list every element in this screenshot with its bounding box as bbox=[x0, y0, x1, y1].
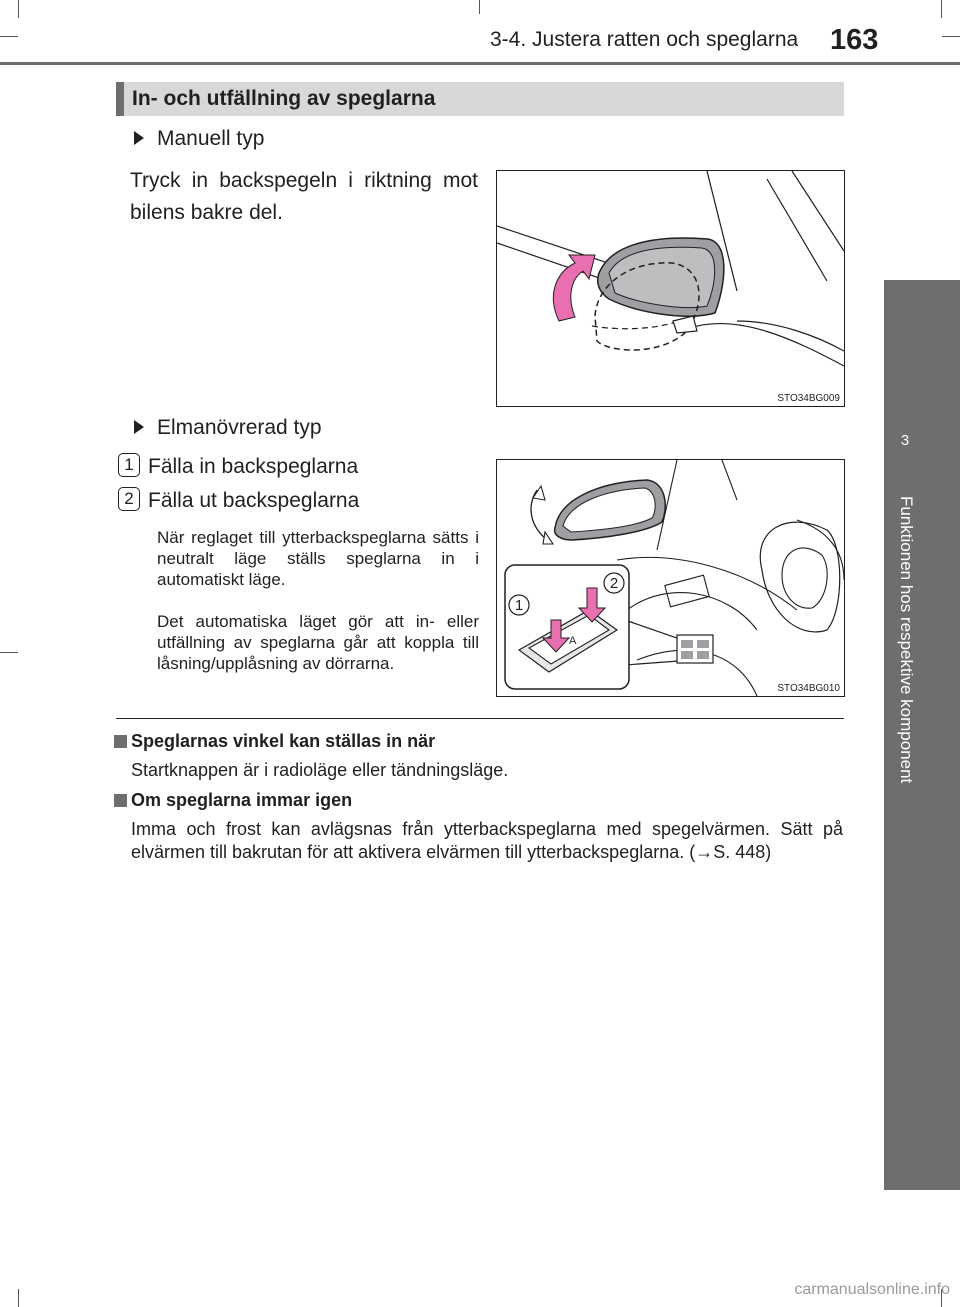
figure-callout-2: 2 bbox=[609, 575, 619, 592]
fold-out-label: Fälla ut backspeglarna bbox=[148, 489, 360, 512]
figure-code: STO34BG009 bbox=[777, 393, 840, 404]
bullet-triangle-icon bbox=[134, 420, 144, 434]
crop-mark bbox=[0, 36, 18, 37]
crop-mark bbox=[18, 1289, 19, 1307]
chapter-title-text: Funktionen hos respektive komponent bbox=[897, 496, 916, 784]
crop-mark bbox=[0, 652, 18, 653]
switch-label-a: A bbox=[569, 635, 577, 647]
fold-in-label: Fälla in backspeglarna bbox=[148, 455, 359, 478]
auto-mode-note: Det automatiska läget gör att in- eller utfällning av speglarna går att koppla till låsning/upplåsning av dörrarna. bbox=[157, 612, 479, 673]
section-heading-accent bbox=[116, 82, 124, 116]
note-square-icon bbox=[114, 735, 127, 748]
electric-type-title: Elmanövrerad typ bbox=[157, 416, 322, 439]
bullet-triangle-icon bbox=[134, 131, 144, 145]
section-divider bbox=[116, 718, 844, 719]
figure-callout-1: 1 bbox=[514, 597, 524, 614]
neutral-position-note: När reglaget till ytterbackspeglarna sätts i neutralt läge ställs speglarna in i automatiskt läge. bbox=[157, 528, 479, 589]
watermark: carmanualsonline.info bbox=[794, 1281, 950, 1298]
note-text-angle: Startknappen är i radioläge eller tändningsläge. bbox=[131, 760, 509, 780]
manual-mirror-figure bbox=[496, 170, 845, 407]
crop-mark bbox=[18, 0, 19, 18]
header-rule bbox=[0, 62, 960, 65]
page-number: 163 bbox=[830, 24, 879, 56]
step-number-badge: 2 bbox=[118, 487, 140, 511]
note-heading-angle: Speglarnas vinkel kan ställas in när bbox=[131, 731, 436, 751]
note-square-icon bbox=[114, 794, 127, 807]
note-text-fog: Imma och frost kan avlägsnas från ytterbackspeglarna med spegelvärmen. Sätt på elvärmen till bakrutan för att aktivera elvärmen till ytterbackspeglarna. (→S. 448) bbox=[131, 819, 843, 862]
manual-type-title: Manuell typ bbox=[157, 127, 265, 150]
figure-code: STO34BG010 bbox=[777, 683, 840, 694]
electric-mirror-illustration bbox=[497, 460, 844, 696]
manual-type-text: Tryck in backspegeln i riktning mot bilens bakre del. bbox=[130, 169, 478, 224]
note-heading-fog: Om speglarna immar igen bbox=[131, 790, 353, 810]
chapter-number: 3 bbox=[900, 432, 910, 449]
section-title: 3-4. Justera ratten och speglarna bbox=[490, 28, 799, 51]
crop-mark bbox=[942, 36, 960, 37]
manual-mirror-illustration bbox=[497, 171, 844, 406]
electric-mirror-figure bbox=[496, 459, 845, 697]
chapter-title bbox=[896, 496, 924, 836]
crop-mark bbox=[941, 0, 942, 18]
crop-mark bbox=[479, 0, 480, 14]
step-number-badge: 1 bbox=[118, 453, 140, 477]
section-heading: In- och utfällning av speglarna bbox=[132, 87, 436, 110]
